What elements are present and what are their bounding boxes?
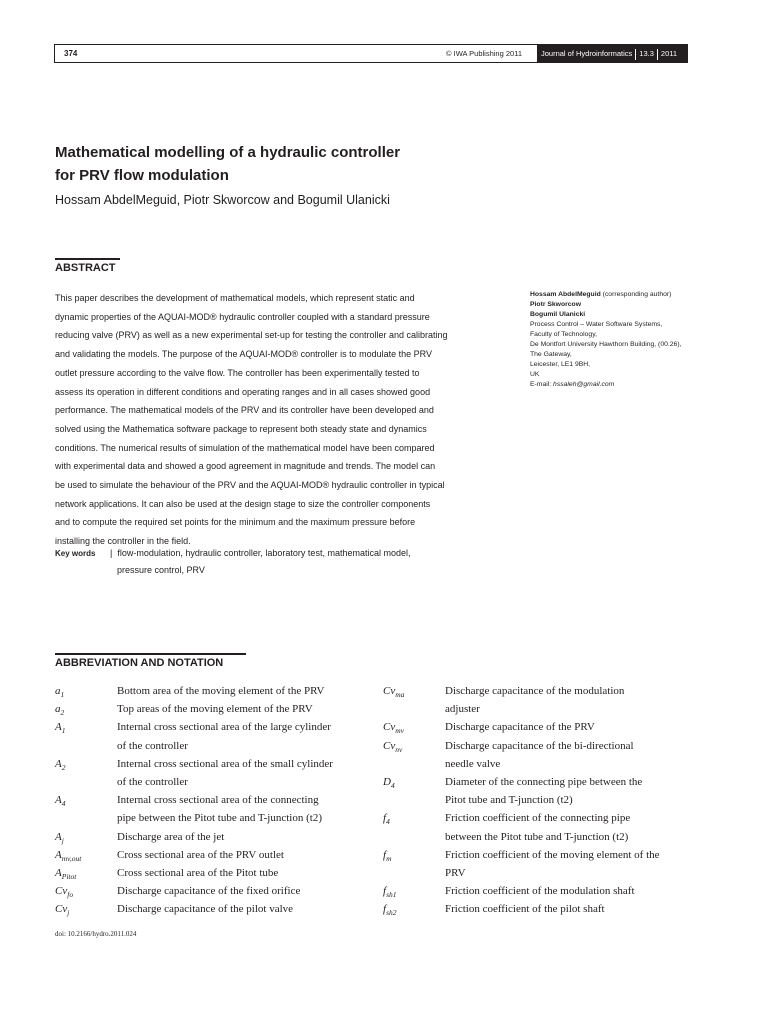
notation-description: between the Pitot tube and T-junction (t2) (445, 830, 629, 843)
notation-description: Internal cross sectional area of the small cylinder (117, 757, 333, 770)
notation-description: Friction coefficient of the modulation shaft (445, 885, 635, 898)
abstract-line: performance. The mathematical models of the PRV and its controller have been developed and (55, 405, 434, 416)
affiliation-line: Faculty of Technology, (530, 331, 597, 338)
notation-description: Discharge capacitance of the fixed orifice (117, 885, 301, 898)
notation-symbol (55, 721, 65, 735)
author-list: Hossam AbdelMeguid, Piotr Skworcow and Bogumil Ulanicki (55, 193, 390, 207)
notation-rule (55, 653, 246, 655)
affiliation-author: Bogumil Ulanicki (530, 311, 586, 318)
notation-description: Internal cross sectional area of the large cylinder (117, 721, 331, 734)
abstract-line: and validating the models. The purpose of the AQUAI-MOD® controller is to modulate the PRV (55, 349, 432, 360)
keywords-separator: | (110, 548, 113, 558)
notation-description: pipe between the Pitot tube and T-junction (t2) (117, 812, 322, 825)
notation-description: Discharge capacitance of the bi-directional (445, 739, 634, 752)
doi-footer: doi: 10.2166/hydro.2011.024 (55, 930, 137, 938)
symbol-base: f (383, 903, 387, 916)
symbol-subscript: m (386, 853, 392, 863)
notation-description: Friction coefficient of the pilot shaft (445, 903, 605, 916)
symbol-subscript: sh2 (386, 908, 397, 918)
author-affiliation (530, 290, 730, 390)
symbol-base: Cv (383, 721, 396, 734)
notation-symbol (383, 776, 395, 790)
abstract-line: reducing valve (PRV) as well as a new experimental set-up for testing the controller and calibrating (55, 330, 448, 341)
symbol-subscript: 4 (390, 781, 395, 791)
title-line: for PRV flow modulation (55, 167, 229, 184)
symbol-base: Cv (383, 685, 396, 697)
notation-symbol (55, 867, 76, 881)
notation-symbol (55, 685, 64, 699)
notation-symbol (383, 903, 396, 917)
symbol-base: D (383, 776, 391, 788)
notation-description: Internal cross sectional area of the connecting (117, 794, 319, 807)
notation-description: of the controller (117, 776, 188, 788)
keywords-text-continued: pressure control, PRV (117, 565, 205, 575)
notation-description: Bottom area of the moving element of the PRV (117, 685, 325, 697)
journal-volume: 13.3 (639, 49, 654, 58)
keywords-label: Key words (55, 549, 96, 558)
notation-description: of the controller (117, 739, 188, 752)
notation-description: Diameter of the connecting pipe between the (445, 776, 643, 788)
symbol-subscript: 1 (60, 690, 65, 700)
symbol-subscript: 2 (61, 762, 66, 772)
abstract-line: conditions. The numerical results of simulation of the mathematical model have been compared (55, 442, 435, 453)
symbol-subscript: 4 (61, 799, 66, 809)
journal-banner (537, 45, 687, 62)
paper-title (55, 141, 555, 187)
notation-description: Cross sectional area of the PRV outlet (117, 848, 284, 861)
affiliation-line: Process Control – Water Software Systems, (530, 321, 663, 328)
symbol-base: f (383, 885, 387, 898)
notation-description: Discharge capacitance of the modulation (445, 685, 625, 697)
abstract-line: installing the controller in the field. (55, 536, 191, 547)
abstract-line: assess its operation in different conditions and operating ranges and in all cases showed good (55, 386, 431, 397)
notation-symbol (383, 685, 404, 699)
notation-description: Cross sectional area of the Pitot tube (117, 867, 279, 879)
notation-description: Discharge capacitance of the pilot valve (117, 903, 294, 916)
affiliation-line: Leicester, LE1 9BH, (530, 361, 591, 368)
keywords-text: flow-modulation, hydraulic controller, laboratory test, mathematical model, (117, 548, 411, 558)
notation-description: Top areas of the moving element of the PRV (117, 703, 313, 716)
notation-symbol (383, 721, 404, 735)
symbol-base: Cv (383, 739, 396, 752)
notation-symbol (383, 812, 390, 826)
notation-heading: ABBREVIATION AND NOTATION (55, 657, 224, 669)
affiliation-line: UK (530, 371, 540, 378)
notation-symbol (55, 831, 64, 845)
abstract-line: outlet pressure according to the valve flow. The controller has been experimentally tested to (55, 367, 420, 378)
publisher-credit: © IWA Publishing 2011 (446, 49, 522, 58)
affiliation-line: The Gateway, (530, 351, 572, 358)
symbol-subscript: mv (395, 726, 404, 736)
notation-symbol (55, 758, 65, 772)
abstract-line: and to compute the required set points for the minimum and the maximum pressure before (55, 517, 416, 528)
symbol-subscript: Pitot (61, 872, 77, 882)
abstract-heading: ABSTRACT (55, 262, 116, 274)
symbol-base: A (55, 867, 62, 879)
journal-name: Journal of Hydroinformatics (541, 49, 633, 58)
symbol-base: A (55, 848, 62, 861)
notation-description: Friction coefficient of the moving element of the (445, 848, 660, 861)
notation-symbol (55, 885, 73, 899)
title-line: Mathematical modelling of a hydraulic controller (55, 144, 401, 161)
email-address[interactable]: hssaleh@gmail.com (553, 381, 615, 388)
symbol-subscript: fo (67, 890, 74, 900)
notation-description: Discharge capacitance of the PRV (445, 721, 595, 734)
keywords (55, 545, 410, 562)
symbol-subscript: 1 (61, 726, 66, 736)
notation-description: Pitot tube and T-junction (t2) (445, 794, 573, 807)
notation-description: PRV (445, 867, 466, 879)
symbol-subscript: ma (395, 690, 405, 700)
abstract-line: with experimental data and showed a good agreement in magnitude and trends. The model can (55, 461, 436, 472)
symbol-base: f (383, 812, 387, 825)
journal-year: 2011 (660, 49, 678, 58)
symbol-base: A (55, 830, 62, 843)
symbol-subscript: nv (395, 744, 403, 754)
notation-description: needle valve (445, 757, 501, 770)
notation-symbol (55, 903, 69, 917)
symbol-subscript: 2 (60, 708, 65, 718)
symbol-base: A (55, 794, 62, 807)
affiliation-line: De Montfort University Hawthorn Building, (00.26), (530, 341, 682, 348)
abstract-line: This paper describes the development of mathematical models, which represent static and (55, 293, 415, 303)
notation-symbol (383, 740, 402, 754)
notation-symbol (383, 849, 391, 863)
symbol-subscript: 4 (386, 817, 390, 827)
abstract-line: network applications. It can also be used at the design stage to size the controller components (55, 498, 431, 509)
page-number: 374 (64, 49, 78, 58)
email-label: E-mail: (530, 381, 554, 388)
notation-description: adjuster (445, 703, 480, 716)
symbol-base: a (55, 703, 61, 716)
symbol-base: f (383, 848, 387, 861)
symbol-base: A (55, 757, 62, 770)
symbol-base: Cv (55, 885, 68, 898)
affiliation-author: Hossam AbdelMeguid (530, 291, 601, 298)
abstract-line: be used to simulate the behaviour of the PRV and the AQUAI-MOD® hydraulic controller in typical (55, 480, 445, 491)
abstract-line: solved using the Mathematica software package to represent both steady state and dynamics (55, 423, 427, 434)
symbol-base: a (55, 685, 61, 697)
symbol-subscript: j (67, 908, 70, 918)
abstract-body (55, 289, 500, 551)
affiliation-author: Piotr Skworcow (530, 301, 581, 308)
abstract-rule (55, 258, 120, 260)
symbol-base: Cv (55, 903, 68, 916)
notation-description: Friction coefficient of the connecting pipe (445, 812, 631, 825)
symbol-base: A (55, 721, 62, 734)
symbol-subscript: mv,out (61, 853, 82, 863)
notation-symbol (55, 849, 81, 863)
symbol-subscript: j (61, 835, 64, 845)
notation-symbol (55, 794, 65, 808)
abstract-line: dynamic properties of the AQUAI-MOD® hydraulic controller coupled with a standard pressure (55, 311, 430, 322)
notation-description: Discharge area of the jet (117, 830, 225, 843)
notation-symbol (55, 703, 64, 717)
symbol-subscript: sh1 (386, 890, 397, 900)
corresponding-note: (corresponding author) (600, 291, 672, 298)
notation-symbol (383, 885, 396, 899)
